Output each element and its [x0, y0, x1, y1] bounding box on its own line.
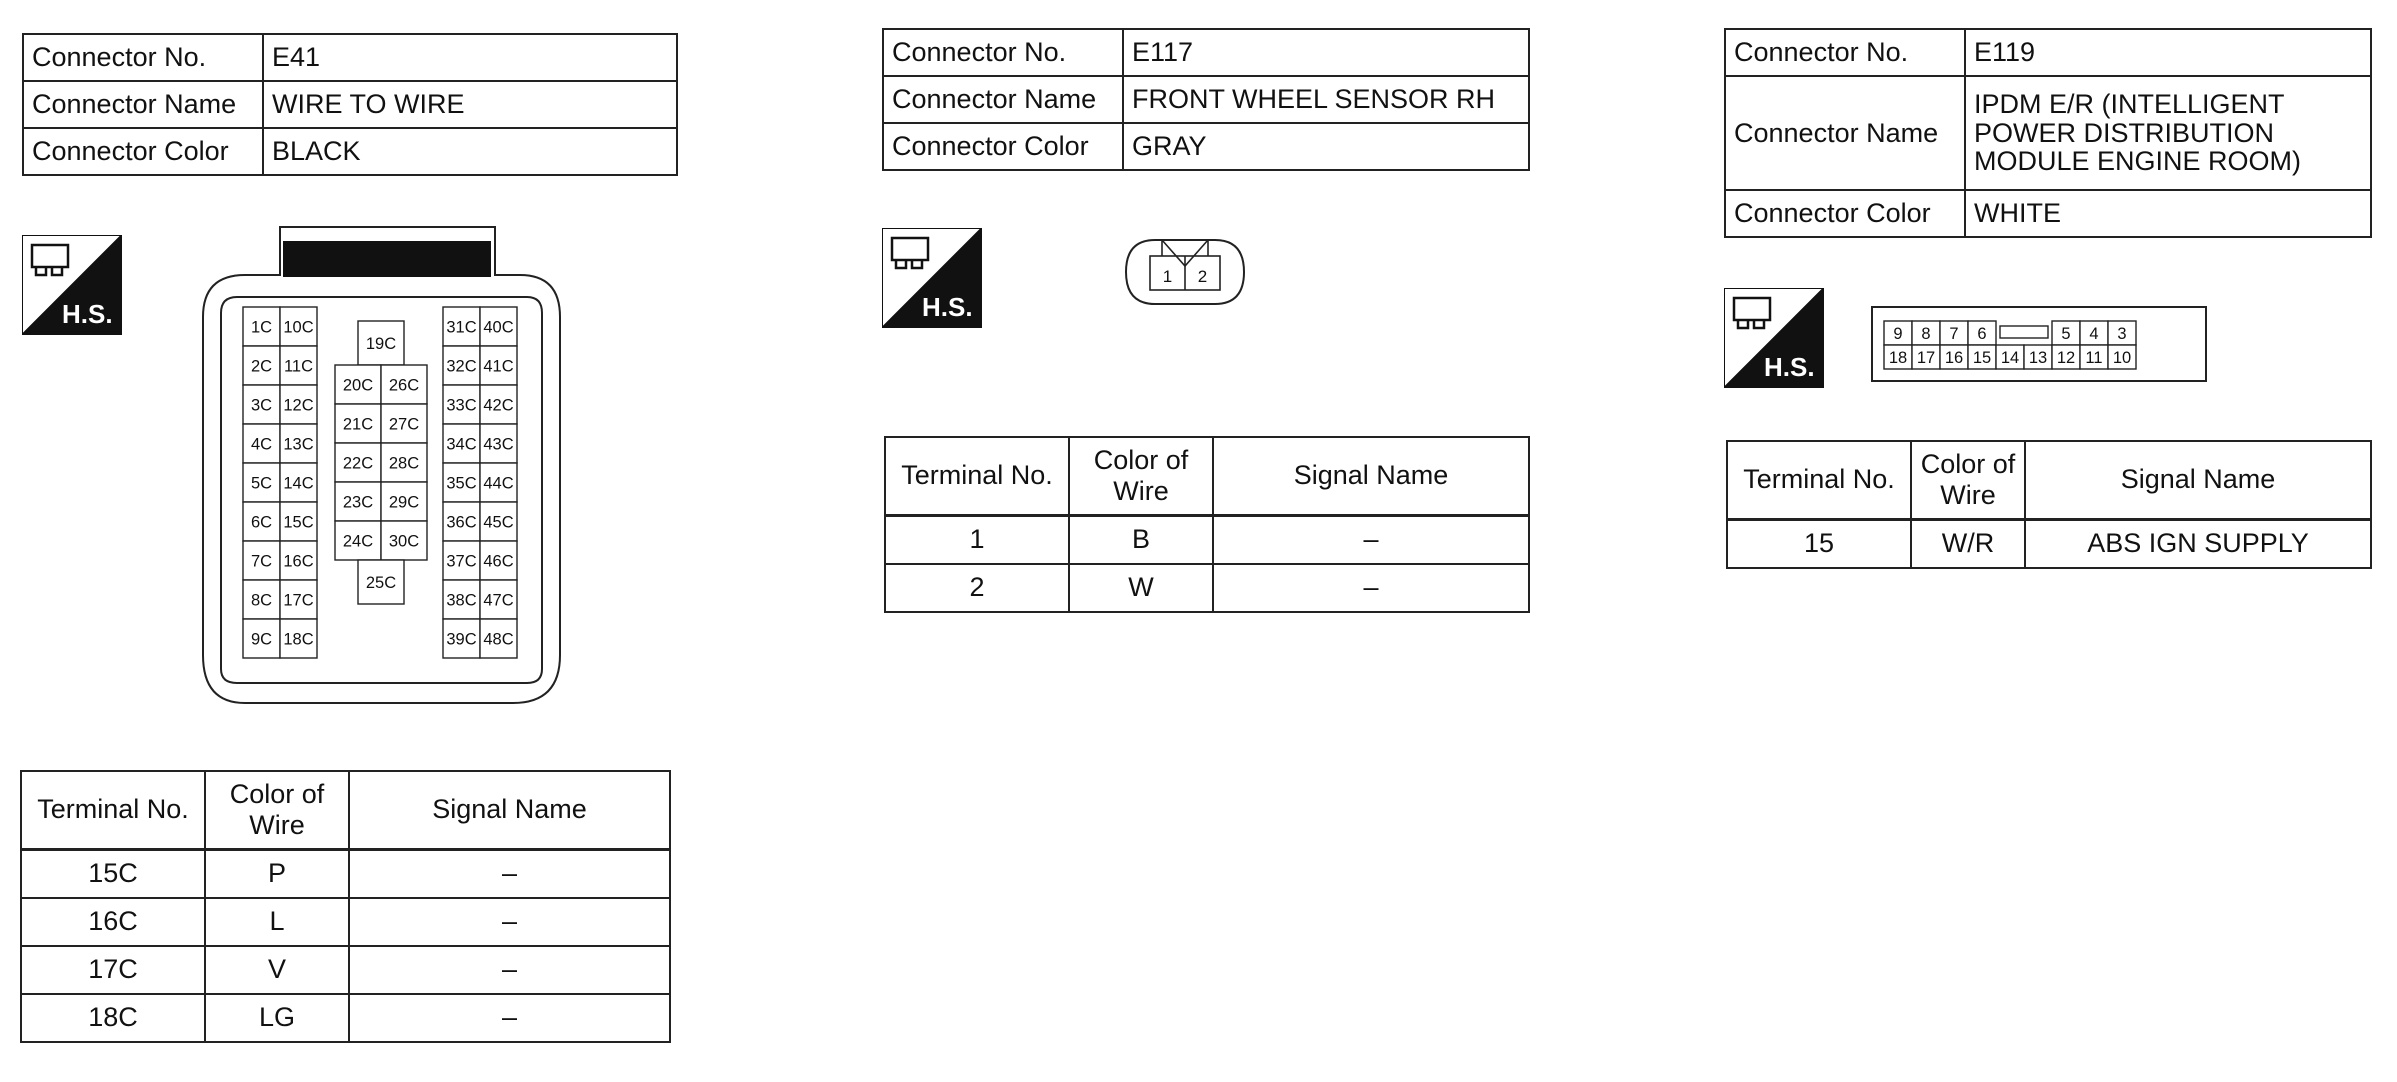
- hs-badge-label: H.S.: [922, 292, 973, 322]
- terminal-no-header: Terminal No.: [1727, 441, 1911, 520]
- table-row: [21, 850, 670, 899]
- pin-label: 18C: [283, 630, 314, 649]
- pin-label: 18: [1888, 348, 1908, 367]
- pin-label: 9: [1893, 324, 1903, 343]
- pin-label: 7: [1949, 324, 1959, 343]
- wire-color-cell: P: [205, 850, 349, 899]
- terminal-no-cell: 16C: [21, 898, 205, 946]
- pin-label: 6: [1977, 324, 1987, 343]
- pin-label: 22C: [342, 454, 374, 473]
- wire-color-cell: V: [205, 946, 349, 994]
- connector-face-e41: [195, 225, 575, 705]
- signal-name-cell: –: [349, 994, 670, 1042]
- signal-name-cell: –: [349, 850, 670, 899]
- signal-name-header: Signal Name: [2025, 441, 2371, 520]
- pin-label: 26C: [388, 376, 420, 395]
- pin-label: 1C: [250, 318, 273, 337]
- terminal-no-cell: 1: [885, 516, 1069, 565]
- pin-label: 2: [1197, 267, 1208, 286]
- pin-label: 13C: [283, 435, 314, 454]
- pin-label: 9C: [250, 630, 273, 649]
- terminal-header-row: [885, 437, 1529, 516]
- pin-label: 40C: [483, 318, 514, 337]
- pin-label: 37C: [446, 552, 477, 571]
- pin-label: 35C: [446, 474, 477, 493]
- connector-name-line: IPDM E/R (INTELLIGENT: [1974, 89, 2285, 120]
- connector-no-row: [883, 29, 1529, 76]
- terminal-no-cell: 18C: [21, 994, 205, 1042]
- terminal-no-cell: 15C: [21, 850, 205, 899]
- wire-color-cell: LG: [205, 994, 349, 1042]
- signal-name-cell: –: [1213, 564, 1529, 612]
- hs-badge-label: H.S.: [62, 299, 113, 329]
- pin-label: 11C: [283, 357, 314, 376]
- wire-color-header: Color of Wire: [1911, 441, 2025, 520]
- pin-label: 10: [2112, 348, 2132, 367]
- pin-label: 19C: [365, 334, 397, 353]
- pin-label: 13: [2028, 348, 2048, 367]
- connector-color-row: [1725, 190, 2371, 237]
- connector-name-row: [1725, 76, 2371, 190]
- connector-no-value: E117: [1123, 29, 1529, 76]
- connector-name-value: FRONT WHEEL SENSOR RH: [1123, 76, 1529, 123]
- table-row: [21, 946, 670, 994]
- pin-label: 10C: [283, 318, 314, 337]
- pin-label: 7C: [250, 552, 273, 571]
- connector-no-label: Connector No.: [23, 34, 263, 81]
- connector-no-row: [1725, 29, 2371, 76]
- connector-color-label: Connector Color: [883, 123, 1123, 170]
- connector-no-value: E41: [263, 34, 677, 81]
- signal-name-header: Signal Name: [1213, 437, 1529, 516]
- wire-color-header: Color of Wire: [205, 771, 349, 850]
- signal-name-cell: –: [1213, 516, 1529, 565]
- pin-label: 30C: [388, 532, 420, 551]
- connector-no-row: [23, 34, 677, 81]
- pin-label: 43C: [483, 435, 514, 454]
- connector-name-label: Connector Name: [1725, 76, 1965, 190]
- harness-side-icon: [882, 228, 982, 328]
- pin-label: 1: [1162, 267, 1173, 286]
- pin-label: 16: [1944, 348, 1964, 367]
- pin-label: 20C: [342, 376, 374, 395]
- pin-label: 42C: [483, 396, 514, 415]
- pin-label: 32C: [446, 357, 477, 376]
- terminal-no-header: Terminal No.: [21, 771, 205, 850]
- connector-color-row: [883, 123, 1529, 170]
- pin-label: 48C: [483, 630, 514, 649]
- connector-face-e119: [1870, 305, 2210, 385]
- pin-label: 4C: [250, 435, 273, 454]
- pin-label: 21C: [342, 415, 374, 434]
- connector-name-label: Connector Name: [23, 81, 263, 128]
- wire-color-cell: W/R: [1911, 520, 2025, 569]
- connector-color-row: [23, 128, 677, 175]
- pin-label: 17C: [283, 591, 314, 610]
- pin-label: 38C: [446, 591, 477, 610]
- pin-label: 12C: [283, 396, 314, 415]
- terminal-table-e41: [20, 770, 671, 1043]
- pin-label: 6C: [250, 513, 273, 532]
- lock-slot: [2000, 326, 2048, 338]
- pin-label: 11: [2085, 348, 2103, 367]
- terminal-no-header: Terminal No.: [885, 437, 1069, 516]
- connector-color-value: WHITE: [1965, 190, 2371, 237]
- pin-label: 15C: [283, 513, 314, 532]
- pin-label: 45C: [483, 513, 514, 532]
- pin-label: 14C: [283, 474, 314, 493]
- connector-name-value: WIRE TO WIRE: [263, 81, 677, 128]
- connector-name-row: [23, 81, 677, 128]
- terminal-table-e117: [884, 436, 1530, 613]
- pin-label: 36C: [446, 513, 477, 532]
- pin-label: 44C: [483, 474, 514, 493]
- connector-color-value: GRAY: [1123, 123, 1529, 170]
- connector-info-table-e117: [882, 28, 1530, 171]
- pin-label: 31C: [446, 318, 477, 337]
- table-row: [21, 898, 670, 946]
- pin-label: 3C: [250, 396, 273, 415]
- connector-name-line: MODULE ENGINE ROOM): [1974, 146, 2302, 177]
- pin-label: 23C: [342, 493, 374, 512]
- pin-label: 47C: [483, 591, 514, 610]
- table-row: [21, 994, 670, 1042]
- table-row: [885, 516, 1529, 565]
- signal-name-cell: ABS IGN SUPPLY: [2025, 520, 2371, 569]
- connector-face-e117: [1120, 228, 1250, 318]
- terminal-no-cell: 15: [1727, 520, 1911, 569]
- pin-label: 17: [1916, 348, 1936, 367]
- pin-label: 5C: [250, 474, 273, 493]
- pin-label: 29C: [388, 493, 420, 512]
- pin-label: 41C: [483, 357, 514, 376]
- signal-name-cell: –: [349, 946, 670, 994]
- signal-name-header: Signal Name: [349, 771, 670, 850]
- pin-label: 14: [2000, 348, 2020, 367]
- pin-label: 15: [1972, 348, 1992, 367]
- pin-label: 46C: [483, 552, 514, 571]
- harness-side-icon: [1724, 288, 1824, 388]
- pin-label: 12: [2056, 348, 2076, 367]
- pin-label: 34C: [446, 435, 477, 454]
- hs-badge-label: H.S.: [1764, 352, 1815, 382]
- pin-label: 3: [2117, 324, 2127, 343]
- connector-name-line: POWER DISTRIBUTION: [1974, 117, 2275, 148]
- connector-info-table-e41: [22, 33, 678, 176]
- connector-name-row: [883, 76, 1529, 123]
- terminal-no-cell: 2: [885, 564, 1069, 612]
- terminal-no-cell: 17C: [21, 946, 205, 994]
- terminal-table-e119: [1726, 440, 2372, 569]
- signal-name-cell: –: [349, 898, 670, 946]
- pin-label: 5: [2061, 324, 2071, 343]
- wire-color-cell: W: [1069, 564, 1213, 612]
- connector-color-value: BLACK: [263, 128, 677, 175]
- wire-color-cell: B: [1069, 516, 1213, 565]
- wire-color-header: Color of Wire: [1069, 437, 1213, 516]
- connector-name-label: Connector Name: [883, 76, 1123, 123]
- wire-color-cell: L: [205, 898, 349, 946]
- connector-no-label: Connector No.: [883, 29, 1123, 76]
- connector-name-value: [1965, 76, 2371, 190]
- harness-side-icon: [22, 235, 122, 335]
- connector-no-label: Connector No.: [1725, 29, 1965, 76]
- pin-label: 8C: [250, 591, 273, 610]
- pin-label: 24C: [342, 532, 374, 551]
- connector-color-label: Connector Color: [1725, 190, 1965, 237]
- terminal-header-row: [21, 771, 670, 850]
- pin-label: 25C: [365, 573, 397, 592]
- table-row: [1727, 520, 2371, 569]
- table-row: [885, 564, 1529, 612]
- pin-label: 27C: [388, 415, 420, 434]
- pin-label: 8: [1921, 324, 1931, 343]
- connector-no-value: E119: [1965, 29, 2371, 76]
- pin-label: 33C: [446, 396, 477, 415]
- terminal-header-row: [1727, 441, 2371, 520]
- pin-label: 4: [2089, 324, 2099, 343]
- pin-label: 28C: [388, 454, 420, 473]
- pin-label: 39C: [446, 630, 477, 649]
- connector-color-label: Connector Color: [23, 128, 263, 175]
- pin-label: 2C: [250, 357, 273, 376]
- pin-label: 16C: [283, 552, 314, 571]
- connector-info-table-e119: [1724, 28, 2372, 238]
